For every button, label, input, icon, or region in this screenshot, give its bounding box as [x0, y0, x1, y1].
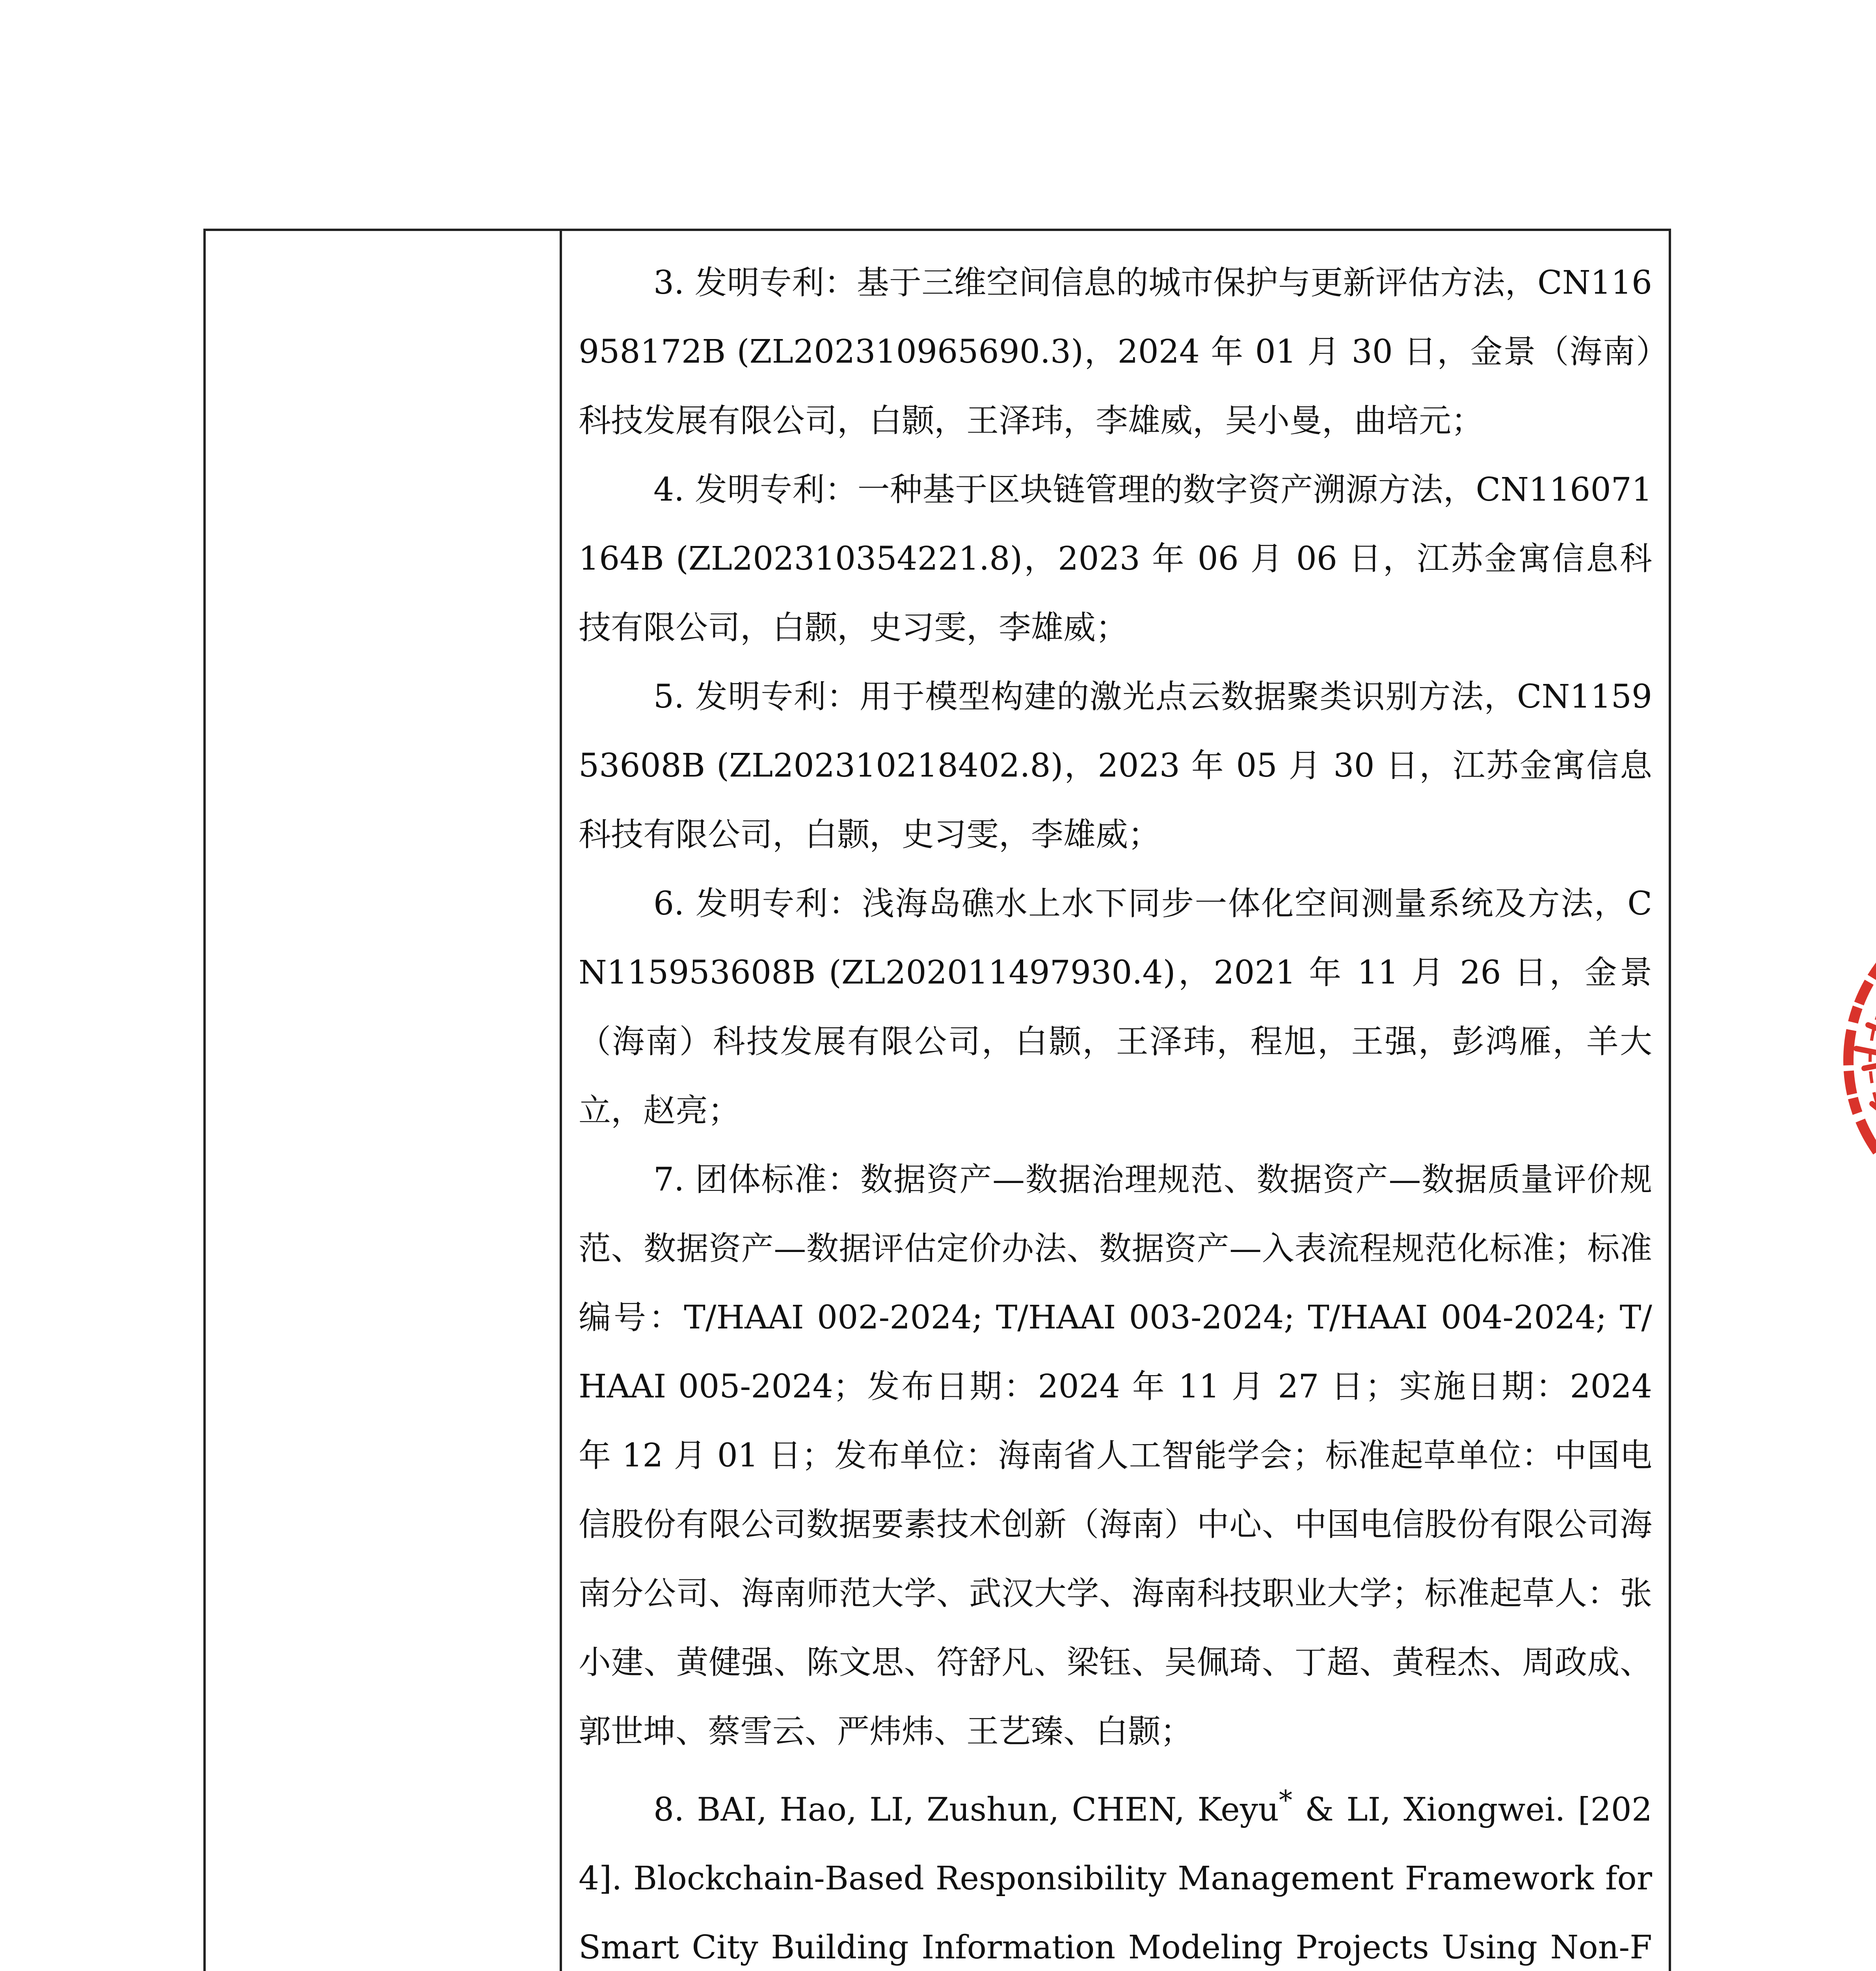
table-content-cell [562, 231, 1669, 1971]
corresponding-author-mark: * [1279, 1785, 1293, 1816]
entry-paper-8 [579, 1766, 1652, 1971]
table-label-cell [206, 231, 562, 1971]
entry-patent-3: 3. 发明专利：基于三维空间信息的城市保护与更新评估方法，CN116958172B (ZL202310965690.3)，2024 年 01 月 30 日，金景（海南）科技发展有限公司，白颢，王泽玮，李雄威，吴小曼，曲培元； [579, 264, 1652, 440]
entry-patent-6: 6. 发明专利：浅海岛礁水上水下同步一体化空间测量系统及方法，CN115953608B (ZL202011497930.4)，2021 年 11 月 26 日，金景（海南）科技发展有限公司，白颢，王泽玮，程旭，王强，彭鸿雁，羊大立，赵亮； [579, 885, 1652, 1129]
entry-8-authors: 8. BAI, Hao, LI, Zushun, CHEN, Keyu [653, 1791, 1279, 1829]
seal-ring [1848, 903, 1876, 1218]
achievements-table [203, 229, 1671, 1971]
seal-glyph-stroke [1872, 1104, 1876, 1120]
entry-patent-5: 5. 发明专利：用于模型构建的激光点云数据聚类识别方法，CN115953608B (ZL202310218402.8)，2023 年 05 月 30 日，江苏金寓信息科技有限公司，白颢，史习雯，李雄威； [579, 678, 1652, 853]
seal-glyph-stroke [1864, 1064, 1876, 1068]
seal-glyph-stroke [1856, 1049, 1876, 1053]
entry-8-citation: & LI, Xiongwei. [2024]. Blockchain-Based Responsibility Management Framework for Smart City Building Information Modeling Projects Using Non-F [579, 1791, 1652, 1967]
entry-patent-4: 4. 发明专利：一种基于区块链管理的数字资产溯源方法，CN116071164B (ZL202310354221.8)，2023 年 06 月 06 日，江苏金寓信息科技有限公司，白颢，史习雯，李雄威； [579, 471, 1652, 646]
entry-standard-7: 7. 团体标准：数据资产—数据治理规范、数据资产—数据质量评价规范、数据资产—数据评估定价办法、数据资产—入表流程规范化标准；标准编号：T/HAAI 002-2024; T/HAAI 003-2024; T/HAAI 004-2024; T/HAAI 005-2024；发布日期：2024 年 11 月 27 日；实施日期：2024 年 12 月 01 日；发布单位：海南省人工智能学会；标准起草单位：中国电信股份有限公司数据要素技术创新（海南）中心、中国电信股份有限公司海南分公司、海南师范大学、武汉大学、海南科技职业大学；标准起草人：张小建、黄健强、陈文思、符舒凡、梁钰、吴佩琦、丁超、黄程杰、周政成、郭世坤、蔡雪云、严炜炜、王艺臻、白颢； [579, 1161, 1652, 1750]
red-seal-stamp [1821, 883, 1876, 1238]
